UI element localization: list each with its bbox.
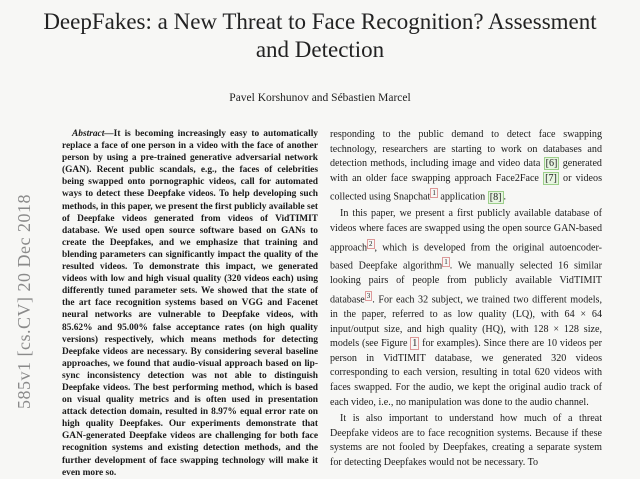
intro-paragraph-2 [330, 207, 602, 410]
footnote-link[interactable]: 1 [432, 189, 436, 198]
arxiv-stamp: 585v1 [cs.CV] 20 Dec 2018 [14, 194, 34, 409]
intro-text: . We manually selected 16 similar looking pairs of people from publicly available VidTIMIT database [330, 260, 602, 306]
paper-authors: Pavel Korshunov and Sébastien Marcel [229, 92, 411, 104]
intro-text: In this paper, we present a first publicly available database of videos where faces are swapped using the open source GAN-based approach [330, 208, 602, 253]
intro-text: . For each 32 subject, we trained two different models, in the paper, referred to as low quality (LQ), with 64 × 64 input/output size, and high quality (HQ), with 128 × 128 size, models (see Figure [330, 294, 602, 350]
paper-title: DeepFakes: a New Threat to Face Recognition? Assessment and Detection [43, 9, 597, 62]
abstract-label: Abstract— [72, 129, 114, 139]
intro-text: responding to the public demand to detect face swapping technology, researchers are starting to work on databases and detection methods, including image and video data [330, 129, 602, 170]
intro-text: , which is developed from the original autoencoder-based Deepfake algorithm [330, 241, 602, 272]
abstract-text: It is becoming increasingly easy to automatically replace a face of one person in a video with the face of another person by using a pre-trained generative adversarial network (GAN). Recent public scandals, e.g., the faces of celebrities being swapped onto pornographic videos, call for automated ways to detect these Deepfake videos. To help developing such methods, in this paper, we present the first publicly available set of Deepfake videos generated from videos of VidTIMIT database. We used open source software based on GANs to create the Deepfakes, and we emphasize that training and blending parameters can significantly impact the quality of the resulted videos. To demonstrate this impact, we generated videos with low and high visual quality (320 videos each) using differently tuned parameter sets. We showed that the state of the art face recognition systems based on VGG and Facenet neural networks are vulnerable to Deepfake videos, with 85.62% and 95.00% false acceptance rates (on high quality versions) respectively, which means methods for detecting Deepfake videos are necessary. By considering several baseline approaches, we found that audio-visual approach based on lip-sync inconsistency detection was not able to distinguish Deepfake videos. The best performing method, which is based on visual quality metrics and is often used in presentation attack detection domain, resulted in 8.97% equal error rate on high quality Deepfakes. Our experiments demonstrate that GAN-generated Deepfake videos are challenging for both face recognition systems and existing detection methods, and the further development of face swapping technology will make it even more so. [62, 129, 318, 478]
intro-column [330, 128, 602, 471]
abstract-column [62, 128, 318, 479]
citation-link[interactable]: [7] [545, 172, 557, 184]
intro-text: for examples). Since there are 10 videos per person in VidTIMIT database, we generated 320 videos corresponding to each version, resulting in total 620 videos with faces swapped. For the audio, we kept the original audio track of each video, i.e., no manipulation was done to the audio channel. [330, 338, 602, 408]
intro-paragraph-3: It is also important to understand how much of a threat Deepfake videos are to face recognition systems. Because if these systems are not fooled by Deepfakes, creating a separate system for detecting Deepfakes would not be necessary. To [330, 413, 602, 468]
intro-text: application [437, 191, 488, 203]
citation-link[interactable]: [8] [489, 191, 502, 203]
figure-link[interactable]: 1 [412, 338, 418, 350]
footnote-link[interactable]: 2 [369, 239, 373, 248]
abstract-paragraph [62, 128, 318, 479]
intro-text: generated with an older face swapping approach Face2Face [330, 158, 602, 184]
citation-link[interactable]: [6] [545, 158, 558, 170]
footnote-link[interactable]: 1 [444, 258, 448, 267]
footnote-link[interactable]: 3 [366, 292, 371, 301]
intro-paragraph-1 [330, 128, 602, 205]
intro-text: or videos collected using Snapchat [330, 172, 602, 203]
intro-text: . [503, 191, 507, 203]
